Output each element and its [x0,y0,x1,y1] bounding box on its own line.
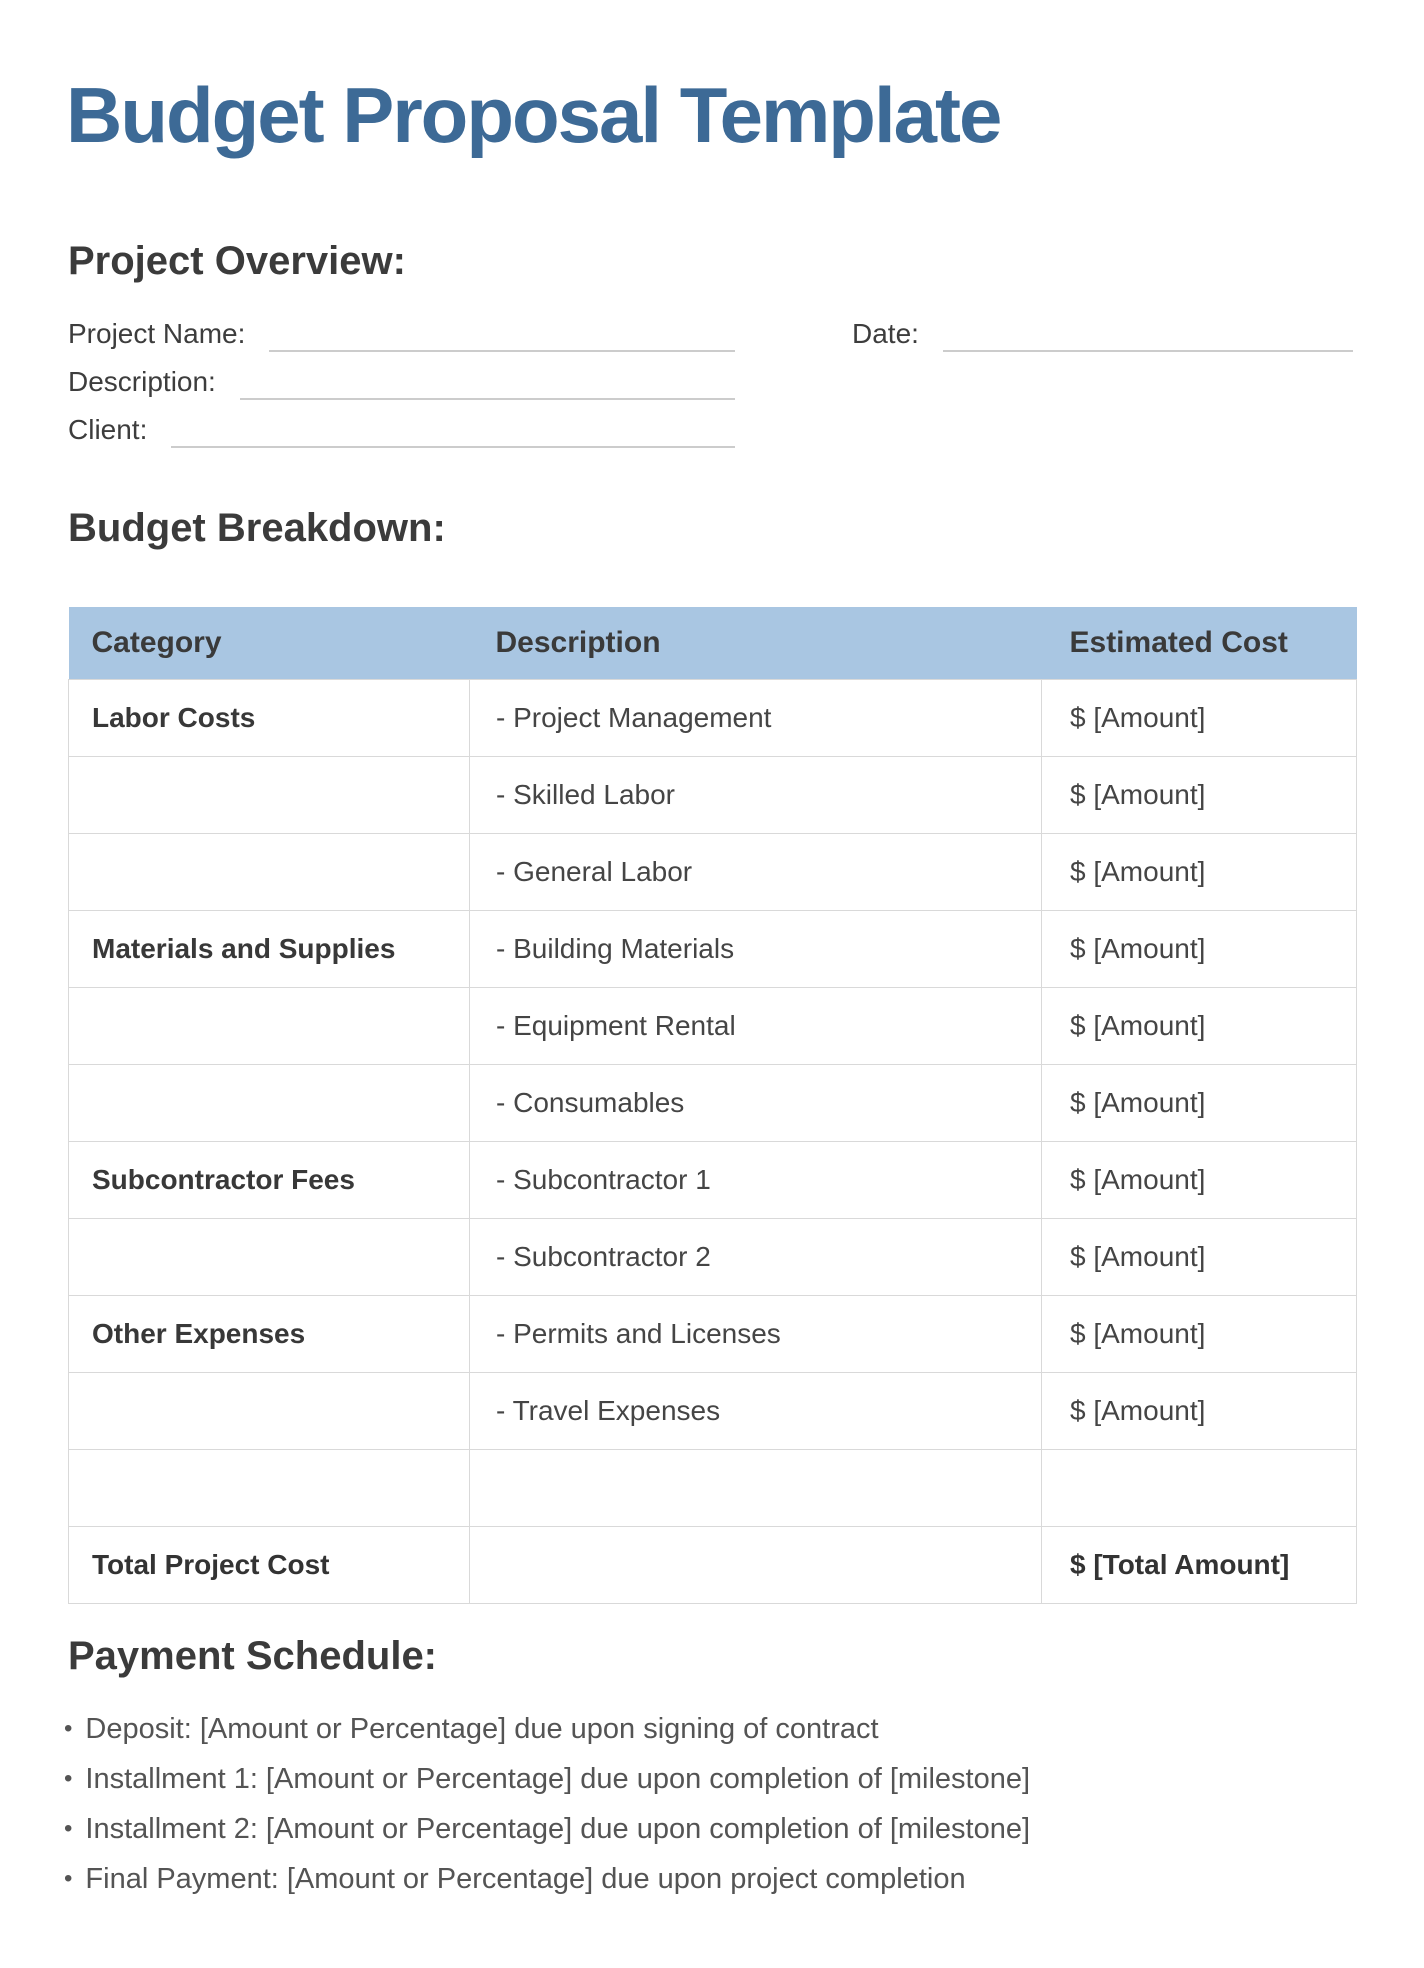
project-name-label: Project Name: [68,318,246,349]
category-cell [69,834,470,911]
cost-cell: $ [Amount] [1042,988,1357,1065]
payment-item-text: Installment 2: [Amount or Percentage] due upon completion of [milestone] [85,1812,1031,1845]
table-row [69,1219,1357,1296]
client-label: Client: [68,414,148,445]
payment-item [64,1854,1030,1904]
category-cell: Other Expenses [69,1296,470,1373]
table-row [69,757,1357,834]
cost-cell: $ [Amount] [1042,757,1357,834]
cost-cell: $ [Total Amount] [1042,1527,1357,1604]
cost-cell: $ [Amount] [1042,1142,1357,1219]
category-cell [69,1373,470,1450]
description-cell: - Skilled Labor [470,757,1042,834]
cost-cell: $ [Amount] [1042,834,1357,911]
cost-cell [1042,1450,1357,1527]
project-overview-heading: Project Overview: [68,239,406,283]
project-name-field[interactable] [269,310,735,352]
cost-cell: $ [Amount] [1042,1219,1357,1296]
payment-item [64,1754,1030,1804]
category-cell [69,757,470,834]
payment-item-text: Installment 1: [Amount or Percentage] due upon completion of [milestone] [85,1762,1031,1795]
table-row [69,1373,1357,1450]
bullet-icon: • [64,1765,73,1792]
description-cell: - Equipment Rental [470,988,1042,1065]
cost-cell: $ [Amount] [1042,1373,1357,1450]
document-title: Budget Proposal Template [66,71,1001,159]
description-cell: - Travel Expenses [470,1373,1042,1450]
bullet-icon: • [64,1815,73,1842]
date-group [852,310,1353,358]
bullet-icon: • [64,1715,73,1742]
description-cell: - Subcontractor 1 [470,1142,1042,1219]
column-header-estimated-cost: Estimated Cost [1042,607,1357,680]
client-row [68,406,735,454]
description-cell: - Consumables [470,1065,1042,1142]
project-overview-form [68,310,1356,454]
category-cell [69,988,470,1065]
table-row [69,680,1357,757]
description-field[interactable] [240,358,735,400]
table-row [69,1450,1357,1527]
cost-cell: $ [Amount] [1042,911,1357,988]
category-cell: Total Project Cost [69,1527,470,1604]
cost-cell: $ [Amount] [1042,680,1357,757]
description-cell [470,1450,1042,1527]
category-cell: Labor Costs [69,680,470,757]
description-cell: - Subcontractor 2 [470,1219,1042,1296]
budget-table [68,607,1357,1604]
category-cell [69,1219,470,1296]
bullet-icon: • [64,1865,73,1892]
category-cell [69,1065,470,1142]
client-field[interactable] [171,406,735,448]
table-row [69,1065,1357,1142]
category-cell: Materials and Supplies [69,911,470,988]
description-cell [470,1527,1042,1604]
description-label: Description: [68,366,216,397]
date-label: Date: [852,318,919,349]
category-cell: Subcontractor Fees [69,1142,470,1219]
description-cell: - Permits and Licenses [470,1296,1042,1373]
column-header-description: Description [470,607,1042,680]
column-header-category: Category [69,607,470,680]
project-name-row [68,310,919,358]
table-row [69,988,1357,1065]
table-row [69,1142,1357,1219]
table-row [69,1296,1357,1373]
date-field[interactable] [943,310,1353,352]
description-cell: - Building Materials [470,911,1042,988]
table-row [69,834,1357,911]
cost-cell: $ [Amount] [1042,1065,1357,1142]
payment-item [64,1704,1030,1754]
payment-item-text: Final Payment: [Amount or Percentage] due upon project completion [85,1862,966,1895]
description-cell: - Project Management [470,680,1042,757]
cost-cell: $ [Amount] [1042,1296,1357,1373]
category-cell [69,1450,470,1527]
table-row [69,911,1357,988]
payment-item-text: Deposit: [Amount or Percentage] due upon signing of contract [85,1712,879,1745]
payment-item [64,1804,1030,1854]
description-cell: - General Labor [470,834,1042,911]
table-header-row [69,607,1357,680]
payment-schedule-heading: Payment Schedule: [68,1634,438,1678]
budget-breakdown-heading: Budget Breakdown: [68,506,446,550]
description-row [68,358,735,406]
payment-schedule-list [64,1704,1030,1904]
table-total-row [69,1527,1357,1604]
